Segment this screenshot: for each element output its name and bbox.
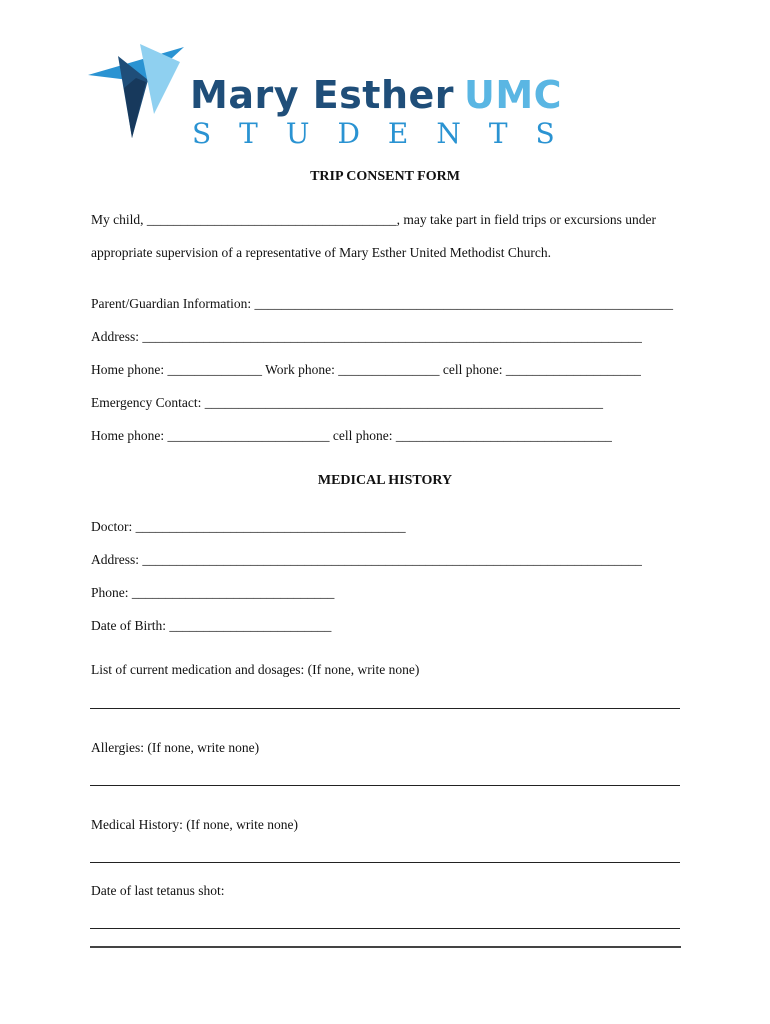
logo-students-text: STUDENTS [192,117,583,150]
form-title: TRIP CONSENT FORM [310,169,460,184]
logo-wordmark [190,73,563,117]
consent-line-2: appropriate supervision of a representative of Mary Esther United Methodist Church. [91,245,551,260]
bottom-rule [90,946,681,948]
date-of-birth-field[interactable]: Date of Birth: ________________________ [91,618,332,633]
medical-history-label: Medical History: (If none, write none) [91,817,298,832]
star-cross-icon [88,42,198,142]
emergency-contact-field[interactable]: Emergency Contact: ___________________________________________________________ [91,395,603,410]
doctor-phone-field[interactable]: Phone: ______________________________ [91,585,335,600]
consent-line-1[interactable]: My child, _____________________________________, may take part in field trips or excursions under [91,212,657,227]
logo-name-text: Mary Esther [190,73,455,117]
medical-history-title: MEDICAL HISTORY [317,473,453,488]
tetanus-blank[interactable] [90,928,680,929]
tetanus-label: Date of last tetanus shot: [91,883,225,898]
phones-field[interactable]: Home phone: ______________ Work phone: _______________ cell phone: ____________________ [91,362,641,377]
doctor-field[interactable]: Doctor: ________________________________________ [91,519,406,534]
medication-blank[interactable] [90,708,680,709]
allergies-label: Allergies: (If none, write none) [91,740,260,755]
logo-umc-text: UMC [464,73,563,117]
medication-label: List of current medication and dosages: (If none, write none) [91,662,420,677]
emergency-phones-field[interactable]: Home phone: ________________________ cell phone: ________________________________ [91,428,612,443]
church-logo [88,42,668,154]
allergies-blank[interactable] [90,785,680,786]
medical-history-blank[interactable] [90,862,680,863]
guardian-field[interactable]: Parent/Guardian Information: ______________________________________________________________ [91,296,673,311]
doctor-address-field[interactable]: Address: __________________________________________________________________________ [91,552,642,567]
address-field[interactable]: Address: __________________________________________________________________________ [91,329,642,344]
